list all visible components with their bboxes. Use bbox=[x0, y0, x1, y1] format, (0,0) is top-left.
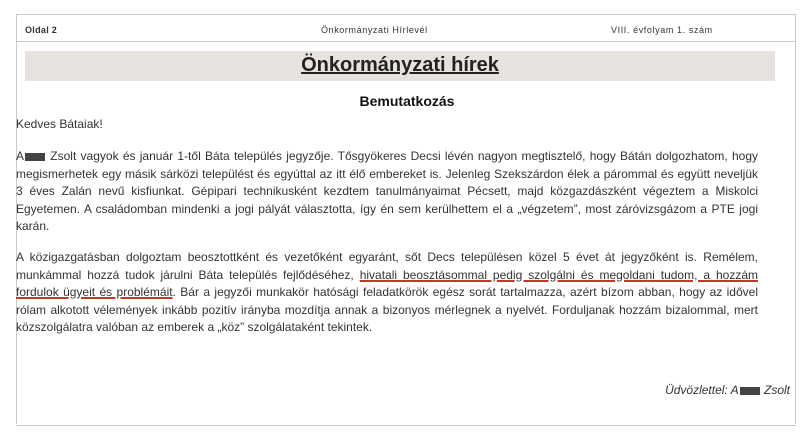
highlighted-sentence: hivatali beosztásommal pedig szolgálni és megoldani tudom, a hozzám fordulok ügyeit és problémáit bbox=[16, 267, 758, 299]
section-band bbox=[25, 51, 775, 81]
page-number: Oldal 2 bbox=[25, 25, 58, 35]
paragraph-intro bbox=[16, 148, 758, 236]
paragraph-career-before: A közigazgatásban dolgoztam beosztottként és vezetőként egyaránt, sőt Decs településen közel 5 évet át jegyzőként is. Remélem, munkámmal hozzá tudok járulni Báta település fejlődéséhez, bbox=[16, 250, 758, 282]
article-title: Bemutatkozás bbox=[359, 93, 455, 109]
signature bbox=[665, 383, 790, 397]
page-bottom-divider bbox=[16, 425, 796, 426]
redacted-signature-block bbox=[740, 387, 760, 395]
issue-info: VIII. évfolyam 1. szám bbox=[611, 25, 713, 35]
paragraph-intro-text: Zsolt vagyok és január 1-től Báta település jegyzője. Tősgyökeres Decsi lévén nagyon megtisztelő, hogy Bátán dolgozhatom, hogy megismerhetek egy másik sárközi települést és egyúttal az itt élő embereket is. Jelenleg Szekszárdon élek a párommal és együtt neveljük 3 éves Zalán nevű kisfiunkat. Gépipari technikusként kezdtem tanulmányaimat Pécsett, majd közgazdászként végeztem a Miskolci Egyetemen. A családomban mindenki a jogi pályát választotta, így én sem kerülhettem el a „végzetem”, most záróvizsgázom a PTE jogi karán. bbox=[16, 149, 758, 233]
page-header bbox=[17, 15, 795, 42]
publication-name: Önkormányzati Hírlevél bbox=[321, 25, 428, 35]
paragraph-career bbox=[16, 249, 758, 337]
redacted-name-block bbox=[25, 153, 45, 161]
signature-prefix: Üdvözlettel: A bbox=[665, 383, 739, 397]
section-title: Önkormányzati hírek bbox=[301, 54, 499, 76]
signature-name: Zsolt bbox=[760, 383, 790, 397]
paragraph-career-after: . Bár a jegyzői munkakör hatósági feladatkörök egész sorát tartalmazza, azért bízom abban, hogy az idővel rólam alkotott vélemények inkább pozitív irányba mozdítja annak a bizonyos mérlegnek a nyelvét. Forduljanak hozzám bizalommal, mert közszolgálatra valóban az emberek a „köz” szolgálataként tekintek. bbox=[16, 285, 758, 334]
greeting: Kedves Bátaiak! bbox=[16, 117, 103, 131]
next-section-fragment bbox=[330, 431, 460, 437]
paragraph-intro-start: A bbox=[16, 149, 25, 163]
